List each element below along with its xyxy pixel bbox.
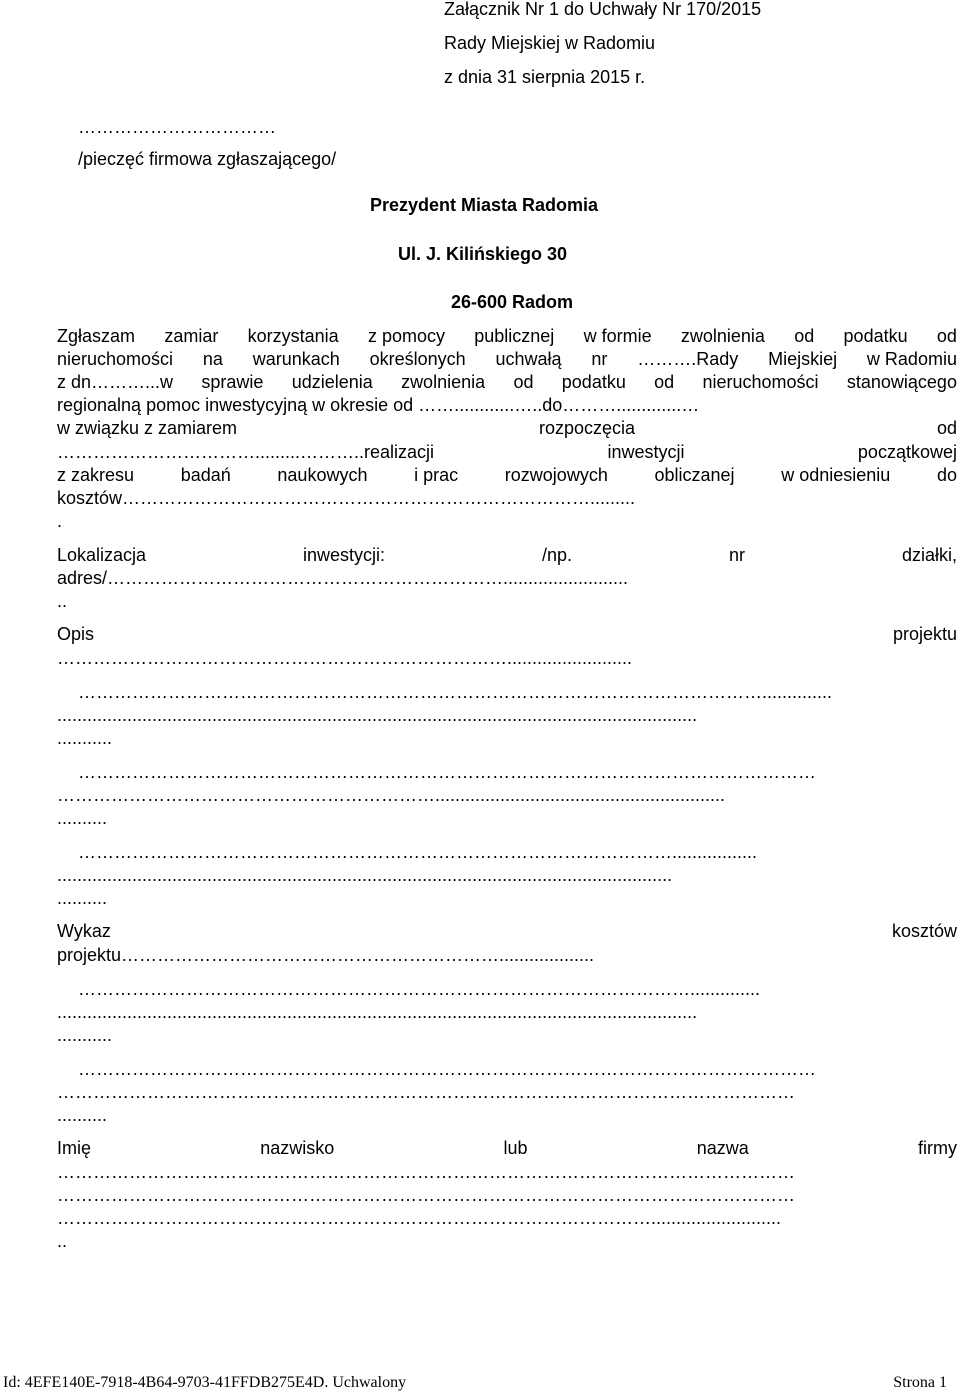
description-line: ................................................................................................................................ [57, 705, 698, 725]
header-line-1: Załącznik Nr 1 do Uchwały Nr 170/2015 [444, 0, 762, 19]
addressee-city: 26-600 Radom [451, 292, 574, 312]
declaration-line-5: w związku z zamiarem rozpoczęcia od [57, 418, 957, 438]
description-line: …………………………………………………………………………………………………….............. [78, 682, 833, 702]
stamp-label: /pieczęć firmowa zgłaszającego/ [78, 149, 337, 169]
header-line-3: z dnia 31 sierpnia 2015 r. [444, 67, 646, 87]
description-line: ………………………………………………………………………………………................. [78, 842, 758, 862]
description-line: ........... [57, 728, 113, 748]
description-line: .......... [57, 888, 108, 908]
applicant-line: …………………………………………………………………………………………………………… [57, 1185, 795, 1205]
applicant-line: .. [57, 1231, 68, 1251]
document-id: Id: 4EFE140E-7918-4B64-9703-41FFDB275E4D. Uchwalony [3, 1374, 407, 1391]
applicant-heading: Imię nazwisko lub nazwa firmy [57, 1138, 957, 1158]
declaration-line-9: . [57, 511, 63, 531]
costs-line: ................................................................................................................................ [57, 1002, 698, 1022]
declaration-line-1: Zgłaszam zamiar korzystania z pomocy publicznej w formie zwolnienia od podatku od [57, 326, 957, 346]
stamp-dots: …………………………… [78, 117, 276, 137]
description-line: .......... [57, 808, 108, 828]
declaration-line-8: kosztów……………………………………………………………………......... [57, 488, 636, 508]
page-number: Strona 1 [893, 1374, 947, 1391]
location-line-2: adres/…………………………………………………………......................... [57, 568, 629, 588]
declaration-line-3: z dn………...w sprawie udzielenia zwolnienia od podatku od nieruchomości stanowiącego [57, 372, 957, 392]
description-line: …………………………………………………………………......................... [57, 648, 633, 668]
location-line-3: .. [57, 591, 68, 611]
description-line: ........................................................................................................................... [57, 865, 673, 885]
addressee-street: Ul. J. Kilińskiego 30 [398, 244, 568, 264]
description-heading: Opis projektu [57, 624, 957, 644]
costs-heading: Wykaz kosztów [57, 921, 957, 941]
costs-line: …………………………………………………………………………………………………………… [78, 1059, 816, 1079]
declaration-line-7: z zakresu badań naukowych i prac rozwojowych obliczanej w odniesieniu do [57, 465, 957, 485]
location-line-1: Lokalizacja inwestycji: /np. nr działki, [57, 545, 957, 565]
costs-line: ........... [57, 1025, 113, 1045]
costs-line: ………………………………………………………………………………………….............. [78, 979, 761, 999]
applicant-line: …………………………………………………………………………………………………………… [57, 1162, 795, 1182]
description-line: ……………………………………………………….......................................................... [57, 785, 726, 805]
header-line-2: Rady Miejskiej w Radomiu [444, 33, 656, 53]
declaration-line-4: regionalną pomoc inwestycyjną w okresie od ……............…..do……….............… [57, 395, 700, 415]
costs-line: …………………………………………………………………………………………………………… [57, 1082, 795, 1102]
applicant-line: ……………………………………………………………………………………….......................... [57, 1208, 782, 1228]
description-line: …………………………………………………………………………………………………………… [78, 762, 816, 782]
addressee-name: Prezydent Miasta Radomia [370, 195, 599, 215]
costs-line: .......... [57, 1105, 108, 1125]
declaration-line-6: …………………………….........………..realizacji inwestycji początkowej [57, 442, 957, 462]
costs-line: projektu………………………………………………………................... [57, 945, 595, 965]
declaration-line-2: nieruchomości na warunkach określonych uchwałą nr ……….Rady Miejskiej w Radomiu [57, 349, 957, 369]
